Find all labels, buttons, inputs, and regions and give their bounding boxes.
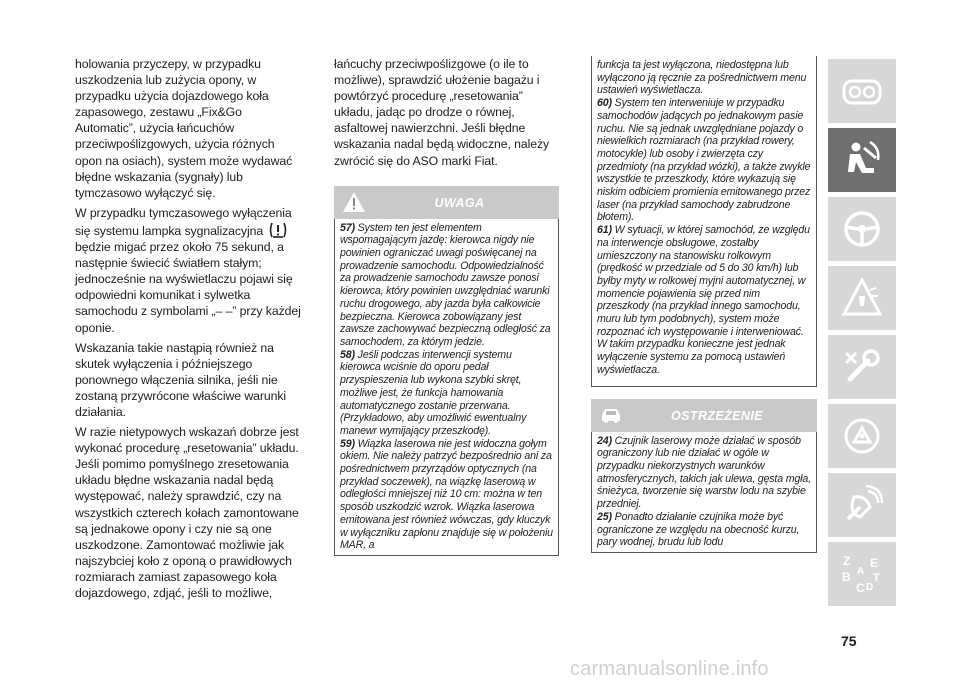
- note-text: W sytuacji, w której samochód, ze względu na interwencje obsługowe, zostałby umieszczony na stanowisku rolkowym (prędkość w przedziale od 5 do 30 km/h) lub byłby myty w rolkowej myjni automatycznej, w momencie pojawienia się przed nim przeszkody (na przykład innego samochodu, muru lub tym podobnych), system może rozpoznać ich występowanie i interweniować. W takim przypadku konieczne jest jednak wyłączenie systemu za pomocą ustawień wyświetlacza.: [597, 224, 810, 376]
- note-number: 59): [340, 437, 355, 450]
- note-text: System ten interweniuje w przypadku samochodów jadących po jednakowym pasie ruchu. Nie są jednak uwzględniane pojazdy o niewielkich rozmiarach (na przykład rowery, motocykle) lub osoby i zwierzęta czy przedmioty (na przykład wózki), a także zwykle wszystkie te przeszkody, które wykazują się niskim odbiciem promienia emitowanego przez laser (na przykład samochody zabrudzone błotem).: [597, 97, 811, 224]
- paragraph: łańcuchy przeciwpoślizgowe (o ile to możliwe), sprawdzić ułożenie bagażu i powtórzyć procedurę „resetowania” układu, jadąc po drodze o równej, asfaltowej nawierzchni. Jeśli błędne wskazania nadal będą widoczne, należy zwrócić się do ASO marki Fiat.: [334, 57, 550, 168]
- warning-text: Ponadto działanie czujnika może być ograniczone ze względu na obecność kurzu, pary wodnej, brudu lub lodu: [597, 510, 800, 549]
- paragraph: W razie nietypowych wskazań dobrze jest wykonać procedurę „resetowania” układu. Jeśli pomimo pomyślnego zresetowania układu błędne wskazania nadal będą występować, należy sprawdzić, czy na wszystkich czterech kołach zamontowane są jednakowe opony i czy nie są one uszkodzone. Zamontować możliwie jak najszybciej koło z oponą o prawidłowych rozmiarach zamiast zapasowego koła dojazdowego, zdjąć, jeśli to możliwe,: [75, 425, 299, 600]
- chapter-tab-dashboard[interactable]: [828, 59, 896, 123]
- chapter-tab-multimedia[interactable]: [828, 473, 896, 537]
- index-letter: D: [866, 582, 874, 593]
- box-title: UWAGA: [434, 195, 485, 210]
- paragraph-text: będzie migać przez około 75 sekund, a następnie świecić światłem stałym; jednocześnie na wyświetlaczu pojawi się odpowiedni komunikat i sylwetka samochodu z symbolami „– –” przy każdej oponie.: [75, 240, 301, 335]
- note-number: 60): [597, 97, 612, 110]
- page-number: 75: [841, 633, 857, 649]
- note-item: [340, 438, 553, 552]
- box-bottom-edge: [591, 380, 817, 387]
- note-item: [597, 224, 811, 376]
- index-letter: B: [842, 570, 851, 584]
- note-text: Jeśli podczas interwencji systemu kierowca wciśnie do oporu pedał przyspieszenia lub wykona szybki skręt, możliwe jest, że funkcja hamowania automatycznego zostanie przerwana. (Przykładowo, aby umożliwić ewentualny manewr wymijający przeszkodę).: [340, 348, 527, 437]
- main-text-column-2: [334, 56, 559, 556]
- main-text-column-1: [75, 56, 303, 605]
- note-text: Wiązka laserowa nie jest widoczna gołym okiem. Nie należy patrzyć bezpośrednio ani za pośrednictwem przyrządów optycznych (na przykład soczewek), na wiązkę laserową w odległości mniejszej niż 10 cm: można w ten sposób uszkodzić wzrok. Wiązka laserowa emitowana jest również wówczas, gdy kluczyk w wyłączniku zapłonu znajduje się w położeniu MAR, a: [340, 437, 553, 552]
- index-letter: Z: [843, 554, 851, 568]
- index-letter: C: [856, 581, 865, 595]
- note-text: System ten jest elementem wspomagającym jazdę: kierowca nigdy nie powinien ograniczać uwagi poświęcanej na prowadzenie samochodu. Odpowiedzialność za prowadzenie samochodu zawsze ponosi kierowca, który powinien uwzględniać warunki ruchu drogowego, aby jazda była całkowicie bezpieczna. Kierowca zobowiązany jest zawsze zachowywać bezpieczną odległość za samochodem, za którym jedzie.: [340, 221, 551, 348]
- road-warning-icon: [840, 276, 884, 320]
- main-text-column-3: [591, 56, 817, 553]
- index-letter: E: [870, 556, 879, 570]
- wrench-icon: [840, 345, 884, 389]
- satellite-antenna-icon: [840, 483, 884, 527]
- warning-number: 25): [597, 510, 612, 523]
- note-item: [340, 222, 553, 349]
- chapter-tab-index[interactable]: [828, 542, 896, 606]
- note-continuation: funkcja ta jest wyłączona, niedostępna lub wyłączono ją ręcznie za pośrednictwem menu ustawień wyświetlacza.: [597, 59, 807, 97]
- chapter-tab-safety[interactable]: [828, 128, 896, 192]
- service-maintenance-icon: [840, 414, 884, 458]
- chapter-tab-sidebar: [828, 59, 896, 611]
- note-number: 61): [597, 224, 612, 237]
- paragraph: [75, 205, 303, 336]
- note-number: 58): [340, 348, 355, 361]
- dashboard-icon: [840, 69, 884, 113]
- warning-item: [597, 511, 811, 549]
- chapter-tab-driving[interactable]: [828, 197, 896, 261]
- caution-box-header: [591, 399, 817, 432]
- note-number: 57): [340, 221, 355, 234]
- note-item: [340, 349, 553, 438]
- chapter-tab-maintenance[interactable]: [828, 335, 896, 399]
- chapter-tab-emergency[interactable]: [828, 266, 896, 330]
- chapter-tab-technical-data[interactable]: [828, 404, 896, 468]
- warning-box-continuation: [591, 56, 817, 380]
- spacer: [591, 387, 817, 399]
- watermark-text: carmanualsonline.info: [570, 658, 769, 680]
- warning-box-header: [334, 186, 559, 219]
- alphabet-index-icon: [840, 552, 884, 596]
- index-letter: T: [873, 572, 880, 584]
- warning-number: 24): [597, 434, 612, 447]
- safety-airbag-icon: [840, 138, 884, 182]
- index-letter: A: [857, 566, 865, 577]
- caution-box-body: [591, 432, 817, 553]
- paragraph-text: W przypadku tymczasowego wyłączenia się systemu lampka sygnalizacyjna: [75, 205, 292, 238]
- paragraph: Wskazania takie nastąpią również na skutek wyłączenia i późniejszego ponownego włączenia silnika, jeśli nie zostaną przywrócone właściwe warunki działania.: [75, 340, 287, 419]
- paragraph: holowania przyczepy, w przypadku uszkodzenia lub zużycia opony, w przypadku użycia dojazdowego koła zapasowego, zestawu „Fix&Go Automatic”, użycia łańcuchów przeciwpoślizgowych, użycia różnych opon na osiach), system może wydawać błędne wskazania (sygnały) lub tymczasowo wyłączyć się.: [75, 57, 293, 200]
- note-item: [597, 97, 811, 224]
- spacer: [334, 169, 559, 186]
- steering-wheel-icon: [840, 207, 884, 251]
- warning-item: [597, 435, 811, 511]
- tpms-warning-light-icon: [268, 221, 288, 239]
- box-title: OSTRZEŻENIE: [671, 408, 763, 423]
- warning-box-body: [334, 219, 559, 556]
- warning-text: Czujnik laserowy może działać w sposób ograniczony lub nie działać w ogóle w przypadku niekorzystnych warunków atmosferycznych, takich jak ulewa, gęsta mgła, śnieżyca, tworzenie się warstw lodu na szybie przedniej.: [597, 434, 811, 511]
